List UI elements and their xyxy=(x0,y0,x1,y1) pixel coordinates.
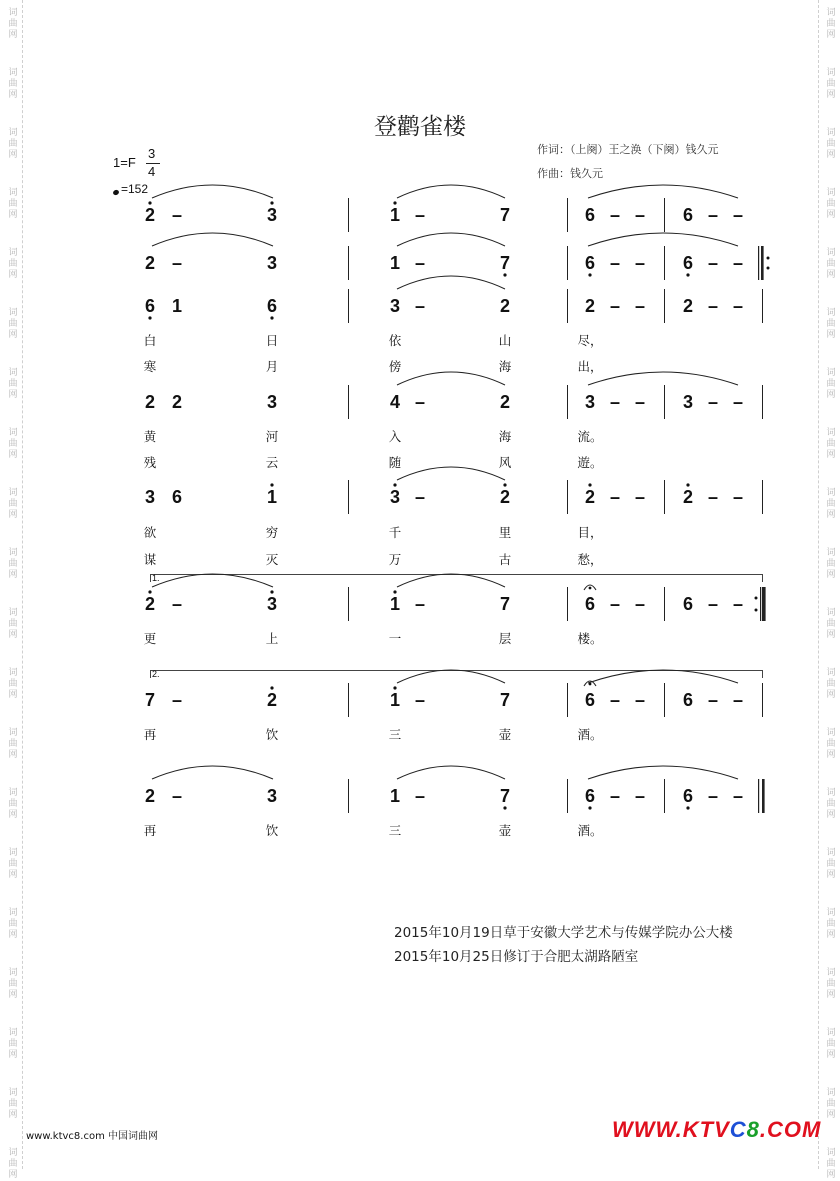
fermata-dot xyxy=(589,587,592,590)
watermark-right: 词 曲 网 xyxy=(826,428,836,460)
logo-8: 8 xyxy=(746,1117,760,1142)
lyric: 更 xyxy=(143,631,157,646)
slur xyxy=(397,467,505,480)
note: 6 xyxy=(171,487,183,507)
footer-logo[interactable] xyxy=(612,1117,821,1143)
note: 2 xyxy=(682,296,694,316)
note: 6 xyxy=(682,253,694,273)
note: 7 xyxy=(499,205,511,225)
note: 6 xyxy=(682,690,694,710)
octave-dot xyxy=(588,273,591,276)
watermark-right: 词 曲 网 xyxy=(826,668,836,700)
slur xyxy=(397,233,505,246)
lyric: 目， xyxy=(577,525,603,540)
note: 2 xyxy=(144,392,156,412)
note: 3 xyxy=(266,786,278,806)
dash: – xyxy=(707,786,719,806)
dash: – xyxy=(414,205,426,225)
watermark-right: 词 曲 网 xyxy=(826,368,836,400)
lyric: 酒。 xyxy=(577,727,603,742)
octave-dot xyxy=(686,483,689,486)
watermark-left: 词 曲 网 xyxy=(8,908,18,940)
note: 6 xyxy=(144,296,156,316)
watermark-right: 词 曲 网 xyxy=(826,8,836,40)
watermark-right: 词 曲 网 xyxy=(826,608,836,640)
repeat-dot xyxy=(767,257,770,260)
dash: – xyxy=(732,690,744,710)
slur xyxy=(152,233,273,246)
song-title: 登鹳雀楼 xyxy=(374,114,466,140)
note: 6 xyxy=(682,786,694,806)
lyric: 壶 xyxy=(498,727,512,742)
dash: – xyxy=(707,205,719,225)
note: 1 xyxy=(389,786,401,806)
dash: – xyxy=(732,253,744,273)
note: 7 xyxy=(499,253,511,273)
note: 7 xyxy=(499,786,511,806)
watermark-right: 词 曲 网 xyxy=(826,248,836,280)
slur xyxy=(397,185,505,198)
lyric: 随 xyxy=(388,455,402,470)
lyric: 愁， xyxy=(577,552,603,567)
lyric: 白 xyxy=(143,333,157,348)
lyric: 风 xyxy=(498,455,512,470)
note: 2 xyxy=(682,487,694,507)
note: 2 xyxy=(266,690,278,710)
dash: – xyxy=(414,594,426,614)
note: 2 xyxy=(144,205,156,225)
note: 2 xyxy=(144,594,156,614)
note: 1 xyxy=(266,487,278,507)
watermark-left: 词 曲 网 xyxy=(8,1088,18,1120)
watermark-left: 词 曲 网 xyxy=(8,248,18,280)
lyric: 入 xyxy=(388,429,402,444)
watermark-right: 词 曲 网 xyxy=(826,68,836,100)
dash: – xyxy=(609,487,621,507)
note: 7 xyxy=(144,690,156,710)
watermark-right: 词 曲 网 xyxy=(826,848,836,880)
note: 2 xyxy=(584,296,596,316)
dash: – xyxy=(707,487,719,507)
watermark-right: 词 曲 网 xyxy=(826,188,836,220)
octave-dot xyxy=(393,590,396,593)
lyric: 千 xyxy=(388,525,402,540)
dash: – xyxy=(634,487,646,507)
dash: – xyxy=(634,594,646,614)
lyric: 残 xyxy=(143,455,157,470)
lyric: 出， xyxy=(577,359,603,374)
watermark-left: 词 曲 网 xyxy=(8,548,18,580)
octave-dot xyxy=(270,201,273,204)
watermark-left: 词 曲 网 xyxy=(8,788,18,820)
note: 3 xyxy=(266,253,278,273)
lyric: 再 xyxy=(143,727,157,742)
note: 2 xyxy=(499,487,511,507)
watermark-right: 词 曲 网 xyxy=(826,728,836,760)
logo-prefix: WWW.KTV xyxy=(612,1117,730,1142)
dash: – xyxy=(609,786,621,806)
lyric: 万 xyxy=(388,552,402,567)
octave-dot xyxy=(270,686,273,689)
watermark-right: 词 曲 网 xyxy=(826,128,836,160)
note: 3 xyxy=(266,205,278,225)
repeat-dot xyxy=(755,609,758,612)
lyricist-credit: 作词：（上阕）王之涣（下阕）钱久元 xyxy=(537,143,719,156)
octave-dot xyxy=(503,273,506,276)
watermark-left: 词 曲 网 xyxy=(8,128,18,160)
note: 7 xyxy=(499,594,511,614)
note: 1 xyxy=(389,690,401,710)
octave-dot xyxy=(270,590,273,593)
note: 2 xyxy=(144,253,156,273)
lyric: 谋 xyxy=(143,552,157,567)
repeat-end-barline-thick xyxy=(763,587,766,621)
lyric: 层 xyxy=(498,631,512,646)
lyric: 饮 xyxy=(265,823,279,838)
octave-dot xyxy=(148,316,151,319)
dash: – xyxy=(171,205,183,225)
lyric: 尽， xyxy=(577,333,603,348)
note: 2 xyxy=(144,786,156,806)
fermata-dot xyxy=(589,683,592,686)
octave-dot xyxy=(393,483,396,486)
dash: – xyxy=(707,296,719,316)
lyric: 山 xyxy=(498,333,512,348)
note: 6 xyxy=(584,690,596,710)
logo-c: C xyxy=(729,1117,747,1142)
lyric: 遊。 xyxy=(577,455,603,470)
dash: – xyxy=(414,690,426,710)
lyric: 酒。 xyxy=(577,823,603,838)
note: 3 xyxy=(266,392,278,412)
watermark-left: 词 曲 网 xyxy=(8,608,18,640)
note: 2 xyxy=(499,296,511,316)
slur xyxy=(588,372,738,385)
lyric: 寒 xyxy=(143,359,157,374)
note: 1 xyxy=(389,205,401,225)
note: 6 xyxy=(682,205,694,225)
note: 7 xyxy=(499,690,511,710)
dash: – xyxy=(634,205,646,225)
octave-dot xyxy=(503,483,506,486)
watermark-left: 词 曲 网 xyxy=(8,1148,18,1180)
octave-dot xyxy=(686,806,689,809)
final-barline-thin xyxy=(758,779,759,813)
note: 3 xyxy=(584,392,596,412)
lyric: 里 xyxy=(498,525,512,540)
footer-site-link[interactable]: www.ktvc8.com 中国词曲网 xyxy=(26,1131,159,1142)
note: 1 xyxy=(389,253,401,273)
revision-date: 2015年10月25日修订于合肥太湖路陋室 xyxy=(394,949,639,965)
slur xyxy=(588,185,738,198)
dash: – xyxy=(609,594,621,614)
dash: – xyxy=(634,296,646,316)
slur xyxy=(397,670,505,683)
octave-dot xyxy=(270,316,273,319)
lyric: 灭 xyxy=(265,552,279,567)
dash: – xyxy=(609,690,621,710)
dash: – xyxy=(634,392,646,412)
dash: – xyxy=(414,296,426,316)
watermark-right: 词 曲 网 xyxy=(826,788,836,820)
slur xyxy=(397,574,505,587)
tempo-value: =152 xyxy=(121,182,149,196)
dash: – xyxy=(707,253,719,273)
note: 3 xyxy=(682,392,694,412)
watermark-right: 词 曲 网 xyxy=(826,1028,836,1060)
octave-dot xyxy=(148,590,151,593)
note: 4 xyxy=(389,392,401,412)
watermark-right: 词 曲 网 xyxy=(826,1148,836,1180)
watermark-left: 词 曲 网 xyxy=(8,848,18,880)
repeat-start-barline-thick xyxy=(761,246,764,280)
dash: – xyxy=(414,253,426,273)
note: 2 xyxy=(499,392,511,412)
octave-dot xyxy=(686,273,689,276)
lyric: 欲 xyxy=(143,525,157,540)
note: 6 xyxy=(584,253,596,273)
octave-dot xyxy=(393,201,396,204)
octave-dot xyxy=(588,483,591,486)
composition-date: 2015年10月19日草于安徽大学艺术与传媒学院办公大楼 xyxy=(394,925,733,941)
watermark-left: 词 曲 网 xyxy=(8,8,18,40)
dash: – xyxy=(707,690,719,710)
note: 3 xyxy=(144,487,156,507)
lyric: 傍 xyxy=(388,359,402,374)
watermark-left: 词 曲 网 xyxy=(8,668,18,700)
dash: – xyxy=(171,786,183,806)
note: 6 xyxy=(584,205,596,225)
repeat-dot xyxy=(755,597,758,600)
note: 2 xyxy=(171,392,183,412)
lyric: 穷 xyxy=(265,525,279,540)
octave-dot xyxy=(393,686,396,689)
note: 3 xyxy=(389,487,401,507)
dash: – xyxy=(732,296,744,316)
lyric: 海 xyxy=(498,359,512,374)
lyric: 三 xyxy=(388,727,402,742)
lyric: 三 xyxy=(388,823,402,838)
dash: – xyxy=(732,786,744,806)
dash: – xyxy=(707,594,719,614)
dash: – xyxy=(732,487,744,507)
repeat-start-barline-thin xyxy=(758,246,759,280)
watermark-right: 词 曲 网 xyxy=(826,1088,836,1120)
slur xyxy=(397,766,505,779)
lyric: 饮 xyxy=(265,727,279,742)
dash: – xyxy=(171,253,183,273)
note: 2 xyxy=(584,487,596,507)
note: 1 xyxy=(389,594,401,614)
dash: – xyxy=(634,786,646,806)
dash: – xyxy=(707,392,719,412)
watermark-left: 词 曲 网 xyxy=(8,368,18,400)
watermark-right: 词 曲 网 xyxy=(826,968,836,1000)
lyric: 壶 xyxy=(498,823,512,838)
note: 6 xyxy=(584,594,596,614)
dash: – xyxy=(414,392,426,412)
slur xyxy=(588,766,738,779)
note: 6 xyxy=(584,786,596,806)
watermark-right: 词 曲 网 xyxy=(826,488,836,520)
logo-suffix: .COM xyxy=(759,1117,822,1142)
watermark-left: 词 曲 网 xyxy=(8,728,18,760)
composer-credit: 作曲：钱久元 xyxy=(537,167,603,180)
lyric: 古 xyxy=(498,552,512,567)
dash: – xyxy=(609,296,621,316)
watermark-left: 词 曲 网 xyxy=(8,968,18,1000)
lyric: 上 xyxy=(265,631,279,646)
slur xyxy=(588,670,738,683)
octave-dot xyxy=(588,806,591,809)
octave-dot xyxy=(503,806,506,809)
slur xyxy=(588,233,738,246)
lyric: 日 xyxy=(265,333,279,348)
dash: – xyxy=(414,786,426,806)
slur xyxy=(152,574,273,587)
dash: – xyxy=(414,487,426,507)
dash: – xyxy=(609,205,621,225)
repeat-dot xyxy=(767,267,770,270)
note: 3 xyxy=(266,594,278,614)
watermark-right: 词 曲 网 xyxy=(826,308,836,340)
dash: – xyxy=(732,205,744,225)
lyric: 月 xyxy=(265,359,279,374)
watermark-left: 词 曲 网 xyxy=(8,428,18,460)
lyric: 云 xyxy=(265,455,279,470)
watermark-left: 词 曲 网 xyxy=(8,488,18,520)
watermark-right: 词 曲 网 xyxy=(826,908,836,940)
lyric: 河 xyxy=(265,429,279,444)
note: 3 xyxy=(389,296,401,316)
note: 1 xyxy=(171,296,183,316)
watermark-left: 词 曲 网 xyxy=(8,308,18,340)
dash: – xyxy=(634,690,646,710)
time-signature-top: 3 xyxy=(148,146,156,161)
dash: – xyxy=(609,253,621,273)
lyric: 楼。 xyxy=(577,631,603,646)
watermark-right: 词 曲 网 xyxy=(826,548,836,580)
slur xyxy=(397,372,505,385)
dash: – xyxy=(732,392,744,412)
repeat-end-barline-thin xyxy=(760,587,761,621)
octave-dot xyxy=(270,483,273,486)
slur xyxy=(152,185,273,198)
final-barline-thick xyxy=(762,779,765,813)
key-signature: 1=F xyxy=(113,155,136,170)
dash: – xyxy=(732,594,744,614)
time-signature-bottom: 4 xyxy=(148,164,156,179)
volta-label: 2. xyxy=(152,669,160,679)
lyric: 依 xyxy=(388,333,402,348)
lyric: 再 xyxy=(143,823,157,838)
lyric: 海 xyxy=(498,429,512,444)
note: 6 xyxy=(682,594,694,614)
watermark-left: 词 曲 网 xyxy=(8,68,18,100)
volta-label: 1. xyxy=(152,573,160,583)
dash: – xyxy=(609,392,621,412)
lyric: 黄 xyxy=(143,429,157,444)
watermark-left: 词 曲 网 xyxy=(8,1028,18,1060)
slur xyxy=(152,766,273,779)
dash: – xyxy=(171,690,183,710)
lyric: 流。 xyxy=(577,429,603,444)
dash: – xyxy=(171,594,183,614)
octave-dot xyxy=(148,201,151,204)
lyric: 一 xyxy=(388,631,402,646)
note: 6 xyxy=(266,296,278,316)
slur xyxy=(397,276,505,289)
dash: – xyxy=(634,253,646,273)
watermark-left: 词 曲 网 xyxy=(8,188,18,220)
